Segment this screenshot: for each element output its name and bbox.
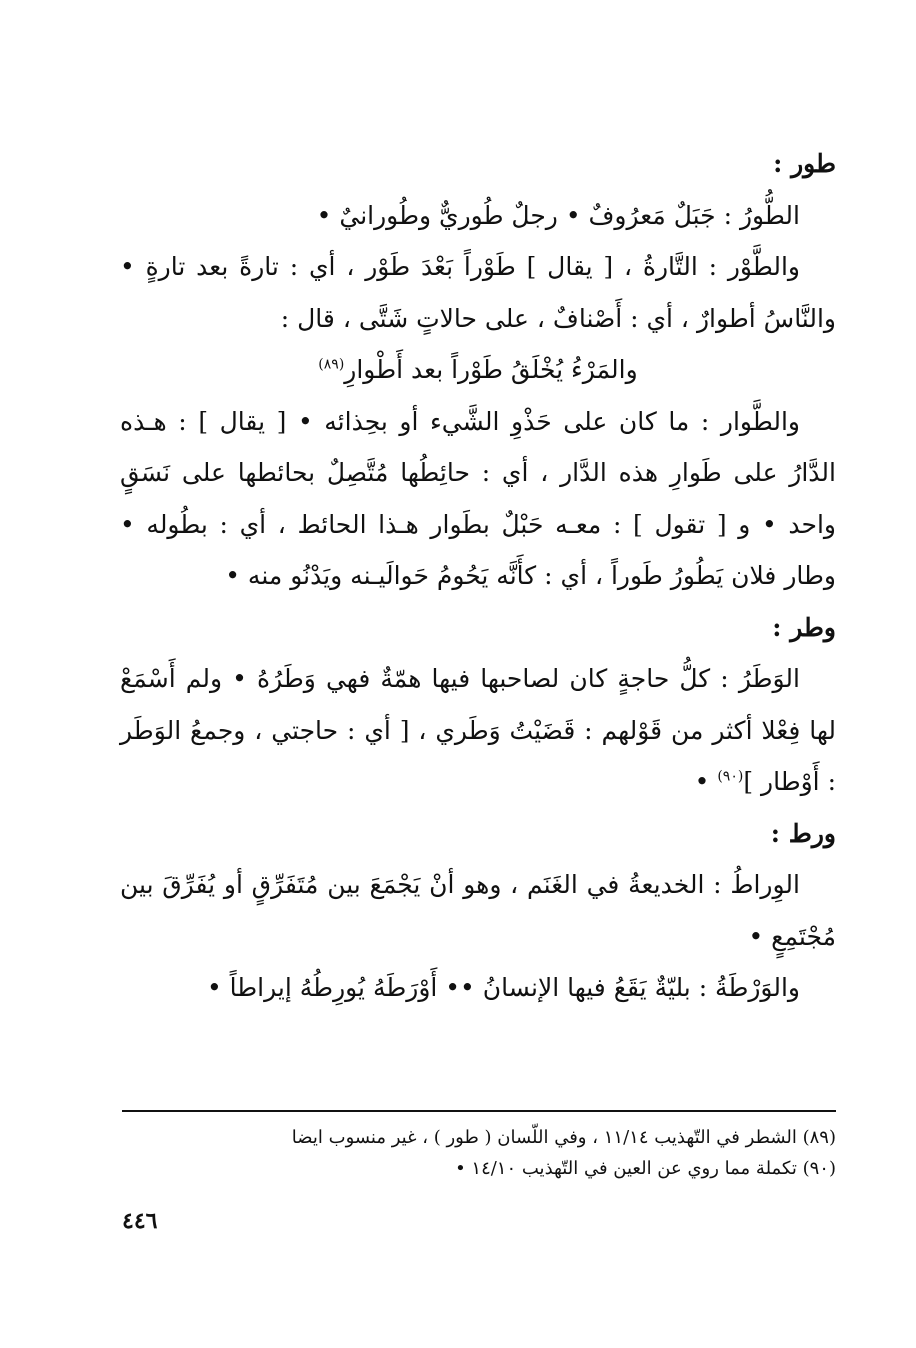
paragraph: الوِراطُ : الخديعةُ في الغَنَم ، وهو أنْ يَجْمَعَ بين مُتَفَرِّقٍ أو يُفَرِّقَ بين مُجْتَمِعٍ • [120,870,836,951]
footnote: (٨٩) الشطر في التّهذيب ١١/١٤ ، وفي اللّسان ( طور ) ، غير منسوب ايضا [291,1127,836,1148]
entry-heading-tawr: طور : [773,149,836,178]
footnote-ref: (٨٩) [318,356,345,373]
verse-line [120,344,836,396]
paragraph: الطُّورُ : جَبَلٌ مَعرُوفٌ • رجلٌ طُوريٌّ وطُورانيٌ • [316,200,800,230]
footnote: (٩٠) تكملة مما روي عن العين في التّهذيب ١٤/١٠ • [455,1158,836,1179]
paragraph [120,653,836,808]
paragraph-tail: • [694,767,718,796]
paragraph: والطَّوار : ما كان على حَذْوِ الشَّيء أو بحِذائه • [ يقال ] : هـذه الدَّارُ على طَوارِ هذه الدَّار ، أي : حائِطُها مُتَّصِلٌ بحائطها على نَسَقٍ واحد • و [ تقول ] : معـه حَبْلٌ بطَوار هـذا الحائط ، أي : بطُوله • وطار فلان يَطُورُ طَوراً ، أي : كأَنَّه يَحُومُ حَوالَيـنه ويَدْنُو منه • [120,406,836,590]
footnotes [120,1122,836,1184]
entry-heading-watar: وطر : [772,612,836,642]
footnote-ref: (٩٠) [717,768,744,785]
verse-text: والمَرْءُ يُخْلَقُ طَوْراً بعد أَطْوارِ [344,355,638,384]
footnote-divider [122,1110,836,1112]
page-number: ٤٤٦ [122,1208,158,1234]
paragraph: والوَرْطَةُ : بليّةٌ يَقَعُ فيها الإنسانُ •• أَوْرَطَهُ يُورِطُهُ إيراطاً • [206,973,800,1002]
entry-heading-wart: ورط : [770,818,836,848]
paragraph-text: الوَطَرُ : كلُّ حاجةٍ كان لصاحبها فيها همّةٌ فهي وَطَرُهُ • ولم أَسْمَعْ لها فِعْلا أكثر من قَوْلهم : قَضَيْتُ وَطَري ، [ أي : حاجتي ، وجمعُ الوَطَر : أَوْطار ] [120,664,836,796]
paragraph: والطَّوْر : التَّارةُ ، [ يقال ] طَوْراً بَعْدَ طَوْر ، أي : تارةً بعد تارةٍ • والنَّاسُ أطوارٌ ، أي : أَصْنافٌ ، على حالاتٍ شَتَّى ، قال : [120,252,836,333]
main-text [120,138,836,1014]
